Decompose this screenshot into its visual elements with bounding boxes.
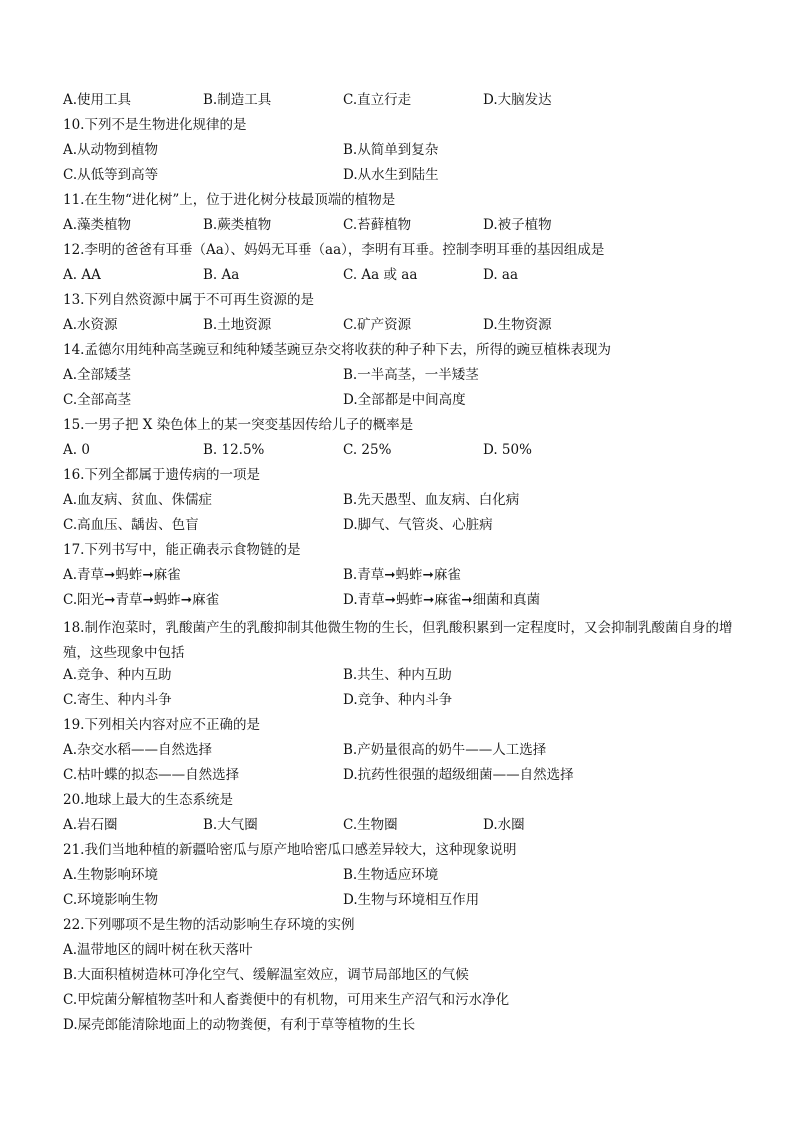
q16-stem: 16.下列全都属于遗传病的一项是 bbox=[63, 467, 260, 483]
q20-option-a: A.岩石圈 bbox=[63, 817, 118, 833]
q14-option-d: D.全部都是中间高度 bbox=[343, 392, 466, 408]
q14-option-c: C.全部高茎 bbox=[63, 392, 132, 408]
q13-option-b: B.土地资源 bbox=[203, 317, 272, 333]
q21-stem: 21.我们当地种植的新疆哈密瓜与原产地哈密瓜口感差异较大，这种现象说明 bbox=[63, 842, 517, 858]
q19-option-b: B.产奶量很高的奶牛——人工选择 bbox=[343, 742, 547, 758]
q14-stem: 14.孟德尔用纯种高茎豌豆和纯种矮茎豌豆杂交将收获的种子种下去，所得的豌豆植株表现为 bbox=[63, 342, 611, 358]
q11-option-a: A.藻类植物 bbox=[63, 217, 132, 233]
q20-stem: 20.地球上最大的生态系统是 bbox=[63, 792, 233, 808]
q9-option-d: D.大脑发达 bbox=[483, 92, 552, 108]
q12-option-d: D. aa bbox=[483, 267, 519, 283]
q13-option-c: C.矿产资源 bbox=[343, 317, 412, 333]
q16-option-c: C.高血压、龋齿、色盲 bbox=[63, 517, 199, 533]
q10-option-d: D.从水生到陆生 bbox=[343, 167, 439, 183]
q18-option-c: C.寄生、种内斗争 bbox=[63, 692, 172, 708]
q22-option-d: D.屎壳郎能清除地面上的动物粪便，有利于草等植物的生长 bbox=[63, 1017, 416, 1033]
q11-option-b: B.蕨类植物 bbox=[203, 217, 272, 233]
q13-option-d: D.生物资源 bbox=[483, 317, 552, 333]
q19-stem: 19.下列相关内容对应不正确的是 bbox=[63, 717, 260, 733]
q19-option-c: C.枯叶蝶的拟态——自然选择 bbox=[63, 767, 240, 783]
q15-option-a: A. 0 bbox=[63, 442, 90, 458]
q12-stem: 12.李明的爸爸有耳垂（Aa）、妈妈无耳垂（aa），李明有耳垂。控制李明耳垂的基因组成是 bbox=[63, 242, 605, 258]
q18-stem: 18.制作泡菜时，乳酸菌产生的乳酸抑制其他微生物的生长，但乳酸积累到一定程度时，又会抑制乳酸菌自身的增殖，这些现象中包括 bbox=[63, 620, 733, 661]
q18-option-a: A.竞争、种内互助 bbox=[63, 667, 172, 683]
q11-option-c: C.苔藓植物 bbox=[343, 217, 412, 233]
q12-option-c: C. Aa 或 aa bbox=[343, 267, 418, 283]
q9-option-a: A.使用工具 bbox=[63, 92, 132, 108]
q17-option-d: D.青草➞蚂蚱➞麻雀➞细菌和真菌 bbox=[343, 592, 541, 608]
q19-option-a: A.杂交水稻——自然选择 bbox=[63, 742, 213, 758]
q14-option-b: B.一半高茎，一半矮茎 bbox=[343, 367, 479, 383]
q21-option-a: A.生物影响环境 bbox=[63, 867, 159, 883]
q22-option-b: B.大面积植树造林可净化空气、缓解温室效应，调节局部地区的气候 bbox=[63, 967, 469, 983]
q13-option-a: A.水资源 bbox=[63, 317, 118, 333]
q21-option-d: D.生物与环境相互作用 bbox=[343, 892, 480, 908]
q22-stem: 22.下列哪项不是生物的活动影响生存环境的实例 bbox=[63, 917, 355, 933]
q9-option-b: B.制造工具 bbox=[203, 92, 272, 108]
q21-option-c: C.环境影响生物 bbox=[63, 892, 159, 908]
q9-option-c: C.直立行走 bbox=[343, 92, 412, 108]
q21-option-b: B.生物适应环境 bbox=[343, 867, 439, 883]
q18-option-d: D.竞争、种内斗争 bbox=[343, 692, 453, 708]
q11-stem: 11.在生物“进化树”上，位于进化树分枝最顶端的植物是 bbox=[63, 192, 396, 208]
q22-option-c: C.甲烷菌分解植物茎叶和人畜粪便中的有机物，可用来生产沼气和污水净化 bbox=[63, 992, 510, 1008]
q17-option-b: B.青草➞蚂蚱➞麻雀 bbox=[343, 567, 461, 583]
q16-option-a: A.血友病、贫血、侏儒症 bbox=[63, 492, 213, 508]
q10-stem: 10.下列不是生物进化规律的是 bbox=[63, 117, 247, 133]
q13-stem: 13.下列自然资源中属于不可再生资源的是 bbox=[63, 292, 314, 308]
q12-option-a: A. AA bbox=[63, 267, 101, 283]
q10-option-c: C.从低等到高等 bbox=[63, 167, 159, 183]
q15-stem: 15.一男子把 X 染色体上的某一突变基因传给儿子的概率是 bbox=[63, 417, 414, 433]
q20-option-b: B.大气圈 bbox=[203, 817, 258, 833]
q15-option-d: D. 50% bbox=[483, 442, 532, 458]
q11-option-d: D.被子植物 bbox=[483, 217, 552, 233]
q18-option-b: B.共生、种内互助 bbox=[343, 667, 452, 683]
q10-option-b: B.从简单到复杂 bbox=[343, 142, 439, 158]
q12-option-b: B. Aa bbox=[203, 267, 240, 283]
q16-option-d: D.脚气、气管炎、心脏病 bbox=[343, 517, 493, 533]
q17-option-a: A.青草➞蚂蚱➞麻雀 bbox=[63, 567, 181, 583]
q19-option-d: D.抗药性很强的超级细菌——自然选择 bbox=[343, 767, 574, 783]
q14-option-a: A.全部矮茎 bbox=[63, 367, 132, 383]
q17-stem: 17.下列书写中，能正确表示食物链的是 bbox=[63, 542, 301, 558]
q16-option-b: B.先天愚型、血友病、白化病 bbox=[343, 492, 520, 508]
q20-option-c: C.生物圈 bbox=[343, 817, 398, 833]
q10-option-a: A.从动物到植物 bbox=[63, 142, 159, 158]
q17-option-c: C.阳光➞青草➞蚂蚱➞麻雀 bbox=[63, 592, 220, 608]
q22-option-a: A.温带地区的阔叶树在秋天落叶 bbox=[63, 942, 253, 958]
q15-option-c: C. 25% bbox=[343, 442, 392, 458]
q20-option-d: D.水圈 bbox=[483, 817, 525, 833]
q15-option-b: B. 12.5% bbox=[203, 442, 265, 458]
